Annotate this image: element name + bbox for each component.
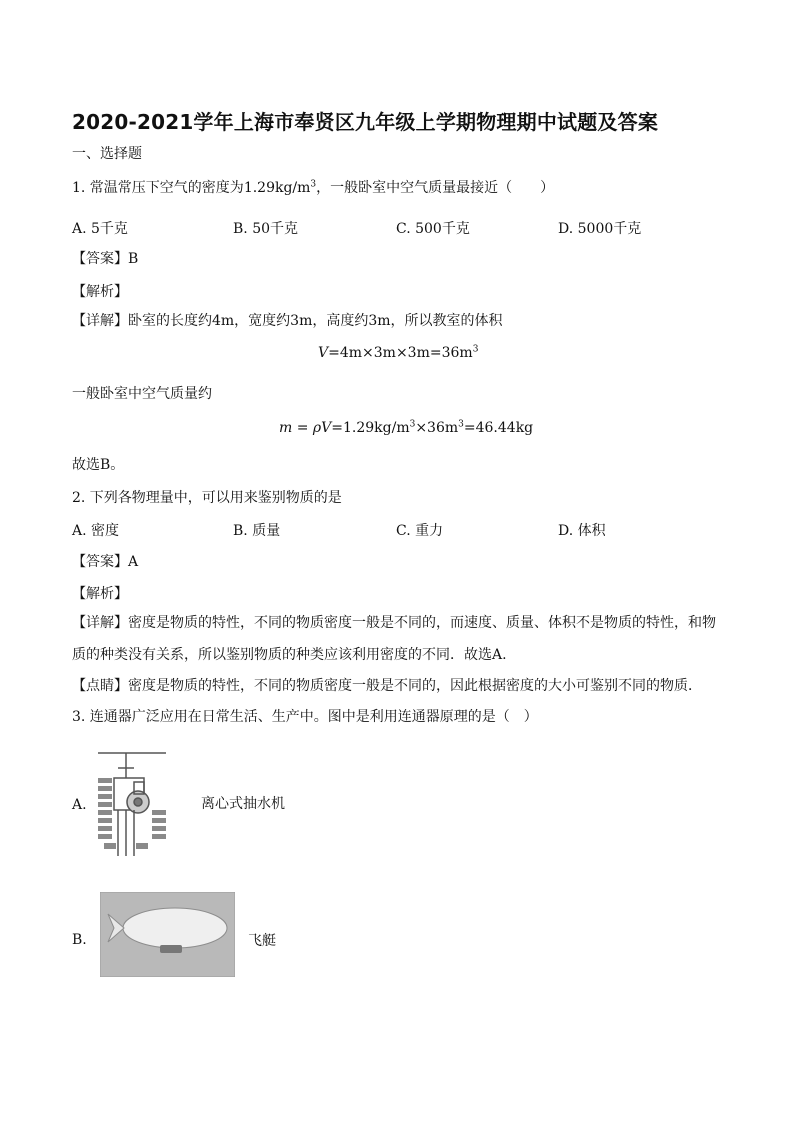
q1-density-exponent: 3 [310, 179, 317, 190]
q3-option-b-caption: 飞艇 [248, 933, 276, 949]
page-title: 2020-2021学年上海市奉贤区九年级上学期物理期中试题及答案 [72, 110, 659, 134]
q2-detail-line-2: 质的种类没有关系，所以鉴别物质的种类应该利用密度的不同．故选A. [72, 647, 507, 663]
eq2-part-c: ×36m [415, 420, 459, 436]
centrifugal-pump-figure [96, 748, 192, 860]
eq2-part-d: =46.44kg [463, 420, 534, 436]
q1-analysis-label: 【解析】 [72, 284, 128, 300]
q1-detail: 【详解】卧室的长度约4m，宽度约3m，高度约3m，所以教室的体积 [72, 313, 503, 329]
q2-option-c: C. 重力 [396, 523, 444, 539]
q2-option-a: A. 密度 [72, 523, 120, 539]
q1-answer: 【答案】B [72, 251, 139, 267]
q1-option-b: B. 50千克 [233, 221, 299, 237]
q3-option-a-letter: A. [72, 797, 87, 813]
q3-option-b-letter: B. [72, 932, 87, 948]
eq2-part-b: =1.29kg/m [331, 420, 410, 436]
question-3-stem: 3. 连通器广泛应用在日常生活、生产中。图中是利用连通器原理的是（ ） [72, 709, 538, 725]
q2-analysis-label: 【解析】 [72, 586, 128, 602]
q2-detail-line-1: 【详解】密度是物质的特性，不同的物质密度一般是不同的，而速度、质量、体积不是物质的特性，和物 [72, 615, 716, 631]
q3-option-a-caption: 离心式抽水机 [201, 796, 285, 812]
eq2-exp-2: 3 [458, 419, 464, 430]
q1-option-a: A. 5千克 [72, 221, 128, 237]
q1-option-c: C. 500千克 [396, 221, 470, 237]
q1-conclusion: 故选B。 [72, 457, 125, 473]
eq2-part-a: m = ρV [279, 420, 332, 436]
q2-tip: 【点睛】密度是物质的特性，不同的物质密度一般是不同的，因此根据密度的大小可鉴别不同的物质． [72, 678, 702, 694]
q1-mass-equation [279, 420, 533, 436]
q2-option-b: B. 质量 [233, 523, 281, 539]
eq1-exponent: 3 [472, 344, 479, 355]
q2-answer: 【答案】A [72, 554, 139, 570]
q1-stem-part-c: ，一般卧室中空气质量最接近（ ） [316, 180, 555, 196]
airship-figure [100, 892, 235, 977]
question-2-stem: 2. 下列各物理量中，可以用来鉴别物质的是 [72, 490, 342, 506]
q1-volume-equation [318, 345, 478, 361]
q2-option-d: D. 体积 [558, 523, 606, 539]
section-heading: 一、选择题 [72, 146, 142, 162]
eq1-rhs: =4m×3m×3m=36m [328, 345, 473, 361]
q1-stem-part-a: 1. 常温常压下空气的密度为 [72, 180, 244, 196]
q1-option-d: D. 5000千克 [558, 221, 642, 237]
question-1-stem [72, 179, 554, 197]
q1-mass-line: 一般卧室中空气质量约 [72, 386, 212, 402]
eq2-exp-1: 3 [409, 419, 416, 430]
eq1-lhs: V [318, 345, 329, 361]
q1-density-value: 1.29kg/m [243, 180, 311, 196]
